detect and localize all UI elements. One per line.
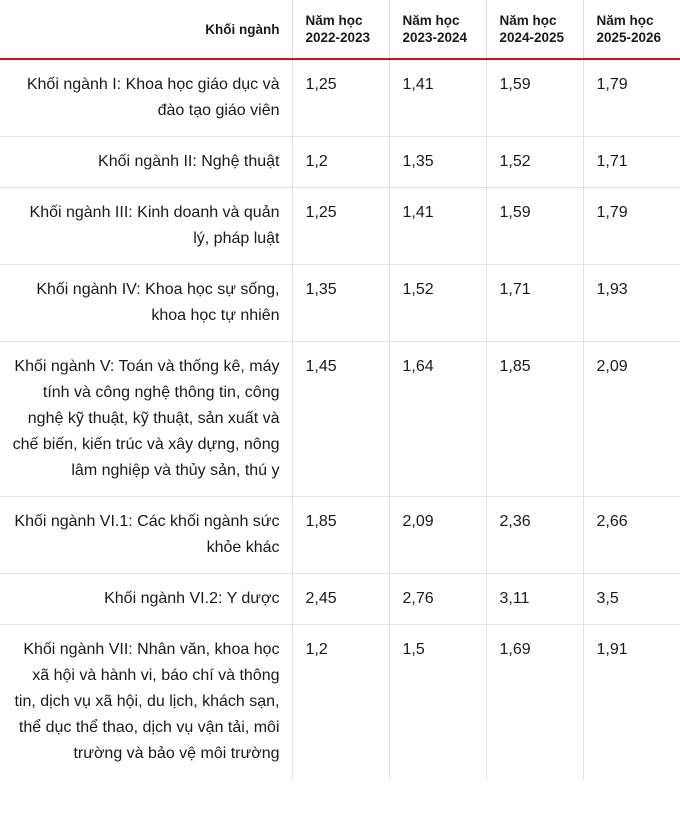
value-cell: 1,35 (389, 137, 486, 188)
table-row (0, 59, 680, 137)
value-cell: 1,71 (583, 137, 680, 188)
value-cell: 1,85 (486, 342, 583, 497)
header-group: Khối ngành (0, 0, 292, 59)
value-cell: 1,79 (583, 59, 680, 137)
value-cell: 1,59 (486, 188, 583, 265)
group-cell: Khối ngành VI.2: Y dược (0, 574, 292, 625)
header-year (292, 0, 389, 59)
value-cell: 3,5 (583, 574, 680, 625)
value-cell: 3,11 (486, 574, 583, 625)
value-cell: 1,64 (389, 342, 486, 497)
value-cell: 1,59 (486, 59, 583, 137)
table-body (0, 59, 680, 779)
header-year-range: 2023-2024 (402, 30, 468, 45)
table-row (0, 265, 680, 342)
header-year-range: 2024-2025 (499, 30, 565, 45)
value-cell: 2,66 (583, 497, 680, 574)
table-row (0, 342, 680, 497)
header-year-label: Năm học (499, 13, 557, 28)
value-cell: 2,76 (389, 574, 486, 625)
value-cell: 1,71 (486, 265, 583, 342)
value-cell: 2,45 (292, 574, 389, 625)
group-cell: Khối ngành III: Kinh doanh và quản lý, pháp luật (0, 188, 292, 265)
header-year-range: 2025-2026 (596, 30, 662, 45)
value-cell: 2,36 (486, 497, 583, 574)
value-cell: 1,79 (583, 188, 680, 265)
value-cell: 1,91 (583, 625, 680, 780)
value-cell: 1,52 (486, 137, 583, 188)
table-row (0, 574, 680, 625)
header-year (583, 0, 680, 59)
group-cell: Khối ngành VII: Nhân văn, khoa học xã hội và hành vi, báo chí và thông tin, dịch vụ xã hội, du lịch, khách sạn, thể dục thể thao, dịch vụ vận tải, môi trường và bảo vệ môi trường (14, 641, 280, 762)
value-cell: 1,2 (292, 625, 389, 780)
group-cell: Khối ngành IV: Khoa học sự sống, khoa học tự nhiên (0, 265, 292, 342)
header-year (389, 0, 486, 59)
value-cell: 1,69 (486, 625, 583, 780)
header-year (486, 0, 583, 59)
value-cell: 1,41 (389, 59, 486, 137)
value-cell: 1,85 (292, 497, 389, 574)
header-row (0, 0, 680, 59)
value-cell: 1,25 (292, 188, 389, 265)
value-cell: 1,35 (292, 265, 389, 342)
group-cell: Khối ngành I: Khoa học giáo dục và đào tạo giáo viên (0, 59, 292, 137)
table-row (0, 137, 680, 188)
value-cell: 1,25 (292, 59, 389, 137)
header-year-label: Năm học (596, 13, 654, 28)
value-cell: 2,09 (389, 497, 486, 574)
value-cell: 1,52 (389, 265, 486, 342)
table-row (0, 188, 680, 265)
value-cell: 1,41 (389, 188, 486, 265)
value-cell: 1,2 (292, 137, 389, 188)
group-cell: Khối ngành VI.1: Các khối ngành sức khỏe khác (0, 497, 292, 574)
value-cell: 2,09 (583, 342, 680, 497)
group-cell: Khối ngành II: Nghệ thuật (0, 137, 292, 188)
header-year-label: Năm học (402, 13, 460, 28)
table-row (0, 625, 680, 780)
table-header (0, 0, 680, 59)
value-cell: 1,5 (389, 625, 486, 780)
value-cell: 1,93 (583, 265, 680, 342)
value-cell: 1,45 (292, 342, 389, 497)
header-year-label: Năm học (305, 13, 363, 28)
group-cell: Khối ngành V: Toán và thống kê, máy tính và công nghệ thông tin, công nghệ kỹ thuật, kỹ thuật, sản xuất và chế biến, kiến trúc và xây dựng, nông lâm nghiệp và thủy sản, thú y (0, 342, 292, 497)
header-year-range: 2022-2023 (305, 30, 371, 45)
table-row (0, 497, 680, 574)
